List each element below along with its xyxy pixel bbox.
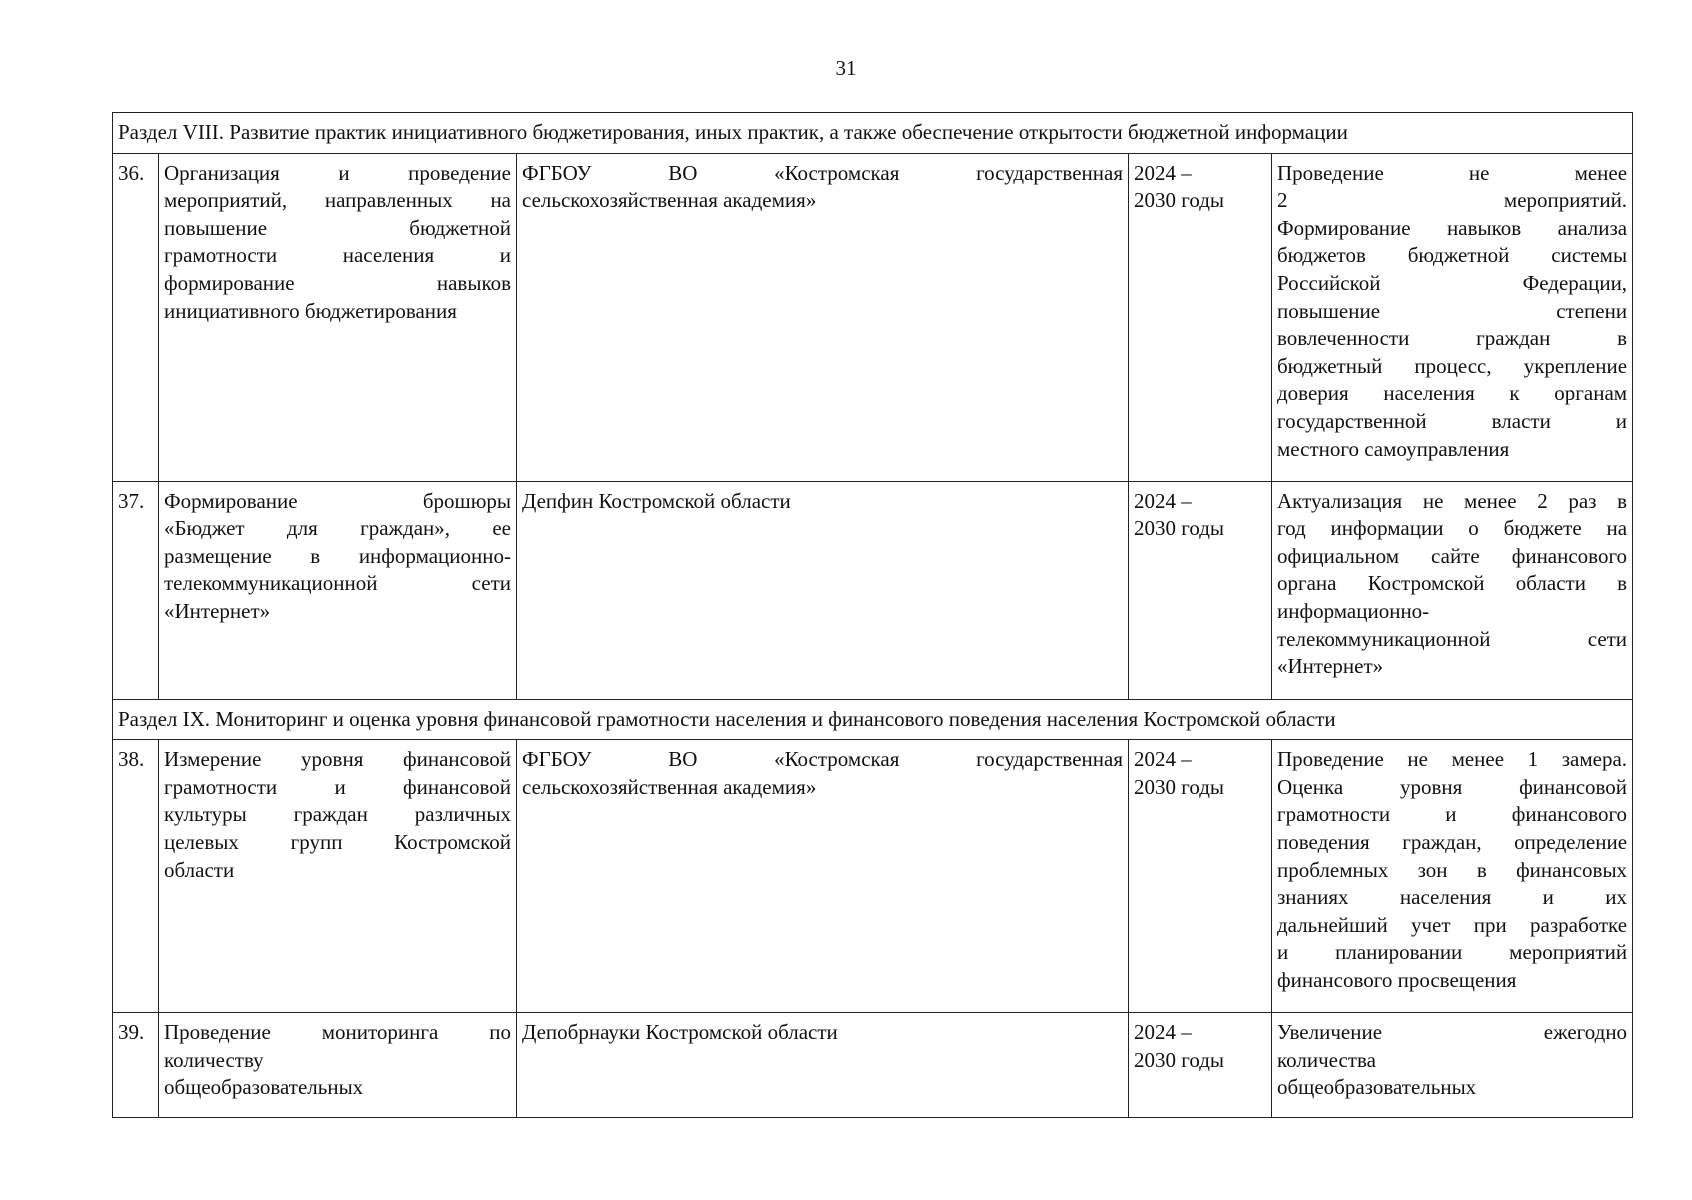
measure-title bbox=[159, 1013, 517, 1118]
measure-title-line: грамотности и финансовой bbox=[164, 774, 511, 799]
measure-title-line: культуры граждан различных bbox=[164, 802, 511, 827]
measure-title-line: общеобразовательных bbox=[164, 1075, 364, 1100]
executor-line: сельскохозяйственная академия» bbox=[522, 774, 817, 799]
section-heading: Раздел VIII. Развитие практик инициативного бюджетирования, иных практик, а также обеспечение открытости бюджетной информации bbox=[113, 113, 1633, 154]
period-line: 2030 годы bbox=[1134, 1047, 1225, 1072]
measure-title-line: «Бюджет для граждан», ее bbox=[164, 516, 511, 541]
period-line: 2030 годы bbox=[1134, 516, 1225, 541]
expected-result-line: проблемных зон в финансовых bbox=[1277, 857, 1628, 882]
expected-result bbox=[1272, 740, 1633, 1013]
expected-result-line: общеобразовательных bbox=[1277, 1075, 1477, 1100]
section-viii-row bbox=[113, 113, 1633, 154]
executor bbox=[517, 1013, 1129, 1118]
period-line: 2030 годы bbox=[1134, 774, 1225, 799]
executor-line: Депфин Костромской области bbox=[522, 488, 791, 513]
expected-result-line: повышение степени bbox=[1277, 298, 1628, 323]
measures-table bbox=[112, 112, 1633, 1118]
measure-title-line: количеству bbox=[164, 1047, 264, 1072]
measure-title-line: целевых групп Костромской bbox=[164, 829, 511, 854]
page-number: 31 bbox=[835, 56, 857, 80]
measure-title-line: грамотности населения и bbox=[164, 243, 511, 268]
measure-title-line: Измерение уровня финансовой bbox=[164, 747, 511, 772]
table-row bbox=[113, 153, 1633, 481]
expected-result-line: 2 мероприятий. bbox=[1277, 188, 1628, 213]
measure-title-line: мероприятий, направленных на bbox=[164, 188, 511, 213]
expected-result bbox=[1272, 153, 1633, 481]
table-row bbox=[113, 481, 1633, 699]
measure-title-line: Формирование брошюры bbox=[164, 488, 511, 513]
measure-title-line: области bbox=[164, 857, 235, 882]
row-number: 36. bbox=[113, 153, 159, 481]
expected-result-line: Актуализация не менее 2 раз в bbox=[1277, 488, 1628, 513]
period bbox=[1129, 1013, 1272, 1118]
executor-line: ФГБОУ ВО «Костромская государственная bbox=[522, 160, 1123, 185]
expected-result-line: год информации о бюджете на bbox=[1277, 516, 1628, 541]
period bbox=[1129, 153, 1272, 481]
row-number: 38. bbox=[113, 740, 159, 1013]
measure-title bbox=[159, 153, 517, 481]
executor-line: ФГБОУ ВО «Костромская государственная bbox=[522, 747, 1123, 772]
expected-result-line: знаниях населения и их bbox=[1277, 885, 1628, 910]
expected-result-line: грамотности и финансового bbox=[1277, 802, 1628, 827]
row-number: 39. bbox=[113, 1013, 159, 1118]
row-number: 37. bbox=[113, 481, 159, 699]
measure-title bbox=[159, 740, 517, 1013]
expected-result-line: количества bbox=[1277, 1047, 1376, 1072]
table-row bbox=[113, 1013, 1633, 1118]
period-line: 2030 годы bbox=[1134, 188, 1225, 213]
expected-result-line: доверия населения к органам bbox=[1277, 381, 1628, 406]
measure-title-line: инициативного бюджетирования bbox=[164, 298, 457, 323]
expected-result-line: государственной власти и bbox=[1277, 408, 1628, 433]
period bbox=[1129, 481, 1272, 699]
executor-line: сельскохозяйственная академия» bbox=[522, 188, 817, 213]
executor bbox=[517, 740, 1129, 1013]
expected-result-line: официальном сайте финансового bbox=[1277, 543, 1628, 568]
period bbox=[1129, 740, 1272, 1013]
section-ix-row bbox=[113, 699, 1633, 740]
expected-result-line: телекоммуникационной сети bbox=[1277, 626, 1628, 651]
expected-result bbox=[1272, 1013, 1633, 1118]
expected-result-line: бюджетный процесс, укрепление bbox=[1277, 353, 1628, 378]
expected-result-line: и планировании мероприятий bbox=[1277, 940, 1628, 965]
measure-title-line: телекоммуникационной сети bbox=[164, 571, 511, 596]
measure-title-line: Проведение мониторинга по bbox=[164, 1020, 511, 1045]
expected-result-line: органа Костромской области в bbox=[1277, 571, 1628, 596]
period-line: 2024 – bbox=[1134, 488, 1192, 513]
expected-result-line: вовлеченности граждан в bbox=[1277, 326, 1628, 351]
expected-result-line: дальнейший учет при разработке bbox=[1277, 912, 1628, 937]
period-line: 2024 – bbox=[1134, 747, 1192, 772]
section-heading: Раздел IX. Мониторинг и оценка уровня финансовой грамотности населения и финансового поведения населения Костромской области bbox=[113, 699, 1633, 740]
expected-result-line: Формирование навыков анализа bbox=[1277, 215, 1628, 240]
executor bbox=[517, 481, 1129, 699]
measure-title-line: формирование навыков bbox=[164, 270, 511, 295]
measure-title-line: размещение в информационно- bbox=[164, 543, 511, 568]
measure-title bbox=[159, 481, 517, 699]
expected-result-line: Увеличение ежегодно bbox=[1277, 1020, 1628, 1045]
period-line: 2024 – bbox=[1134, 1020, 1192, 1045]
measure-title-line: «Интернет» bbox=[164, 598, 271, 623]
expected-result-line: «Интернет» bbox=[1277, 654, 1384, 679]
expected-result-line: местного самоуправления bbox=[1277, 436, 1510, 461]
expected-result-line: бюджетов бюджетной системы bbox=[1277, 243, 1628, 268]
expected-result-line: Оценка уровня финансовой bbox=[1277, 774, 1628, 799]
executor-line: Депобрнауки Костромской области bbox=[522, 1020, 838, 1045]
expected-result-line: Проведение не менее bbox=[1277, 160, 1628, 185]
measure-title-line: Организация и проведение bbox=[164, 160, 511, 185]
expected-result-line: информационно- bbox=[1277, 598, 1430, 623]
table-row bbox=[113, 740, 1633, 1013]
executor bbox=[517, 153, 1129, 481]
measure-title-line: повышение бюджетной bbox=[164, 215, 511, 240]
expected-result-line: финансового просвещения bbox=[1277, 967, 1517, 992]
period-line: 2024 – bbox=[1134, 160, 1192, 185]
expected-result-line: Российской Федерации, bbox=[1277, 270, 1628, 295]
expected-result-line: Проведение не менее 1 замера. bbox=[1277, 747, 1628, 772]
expected-result bbox=[1272, 481, 1633, 699]
expected-result-line: поведения граждан, определение bbox=[1277, 829, 1628, 854]
